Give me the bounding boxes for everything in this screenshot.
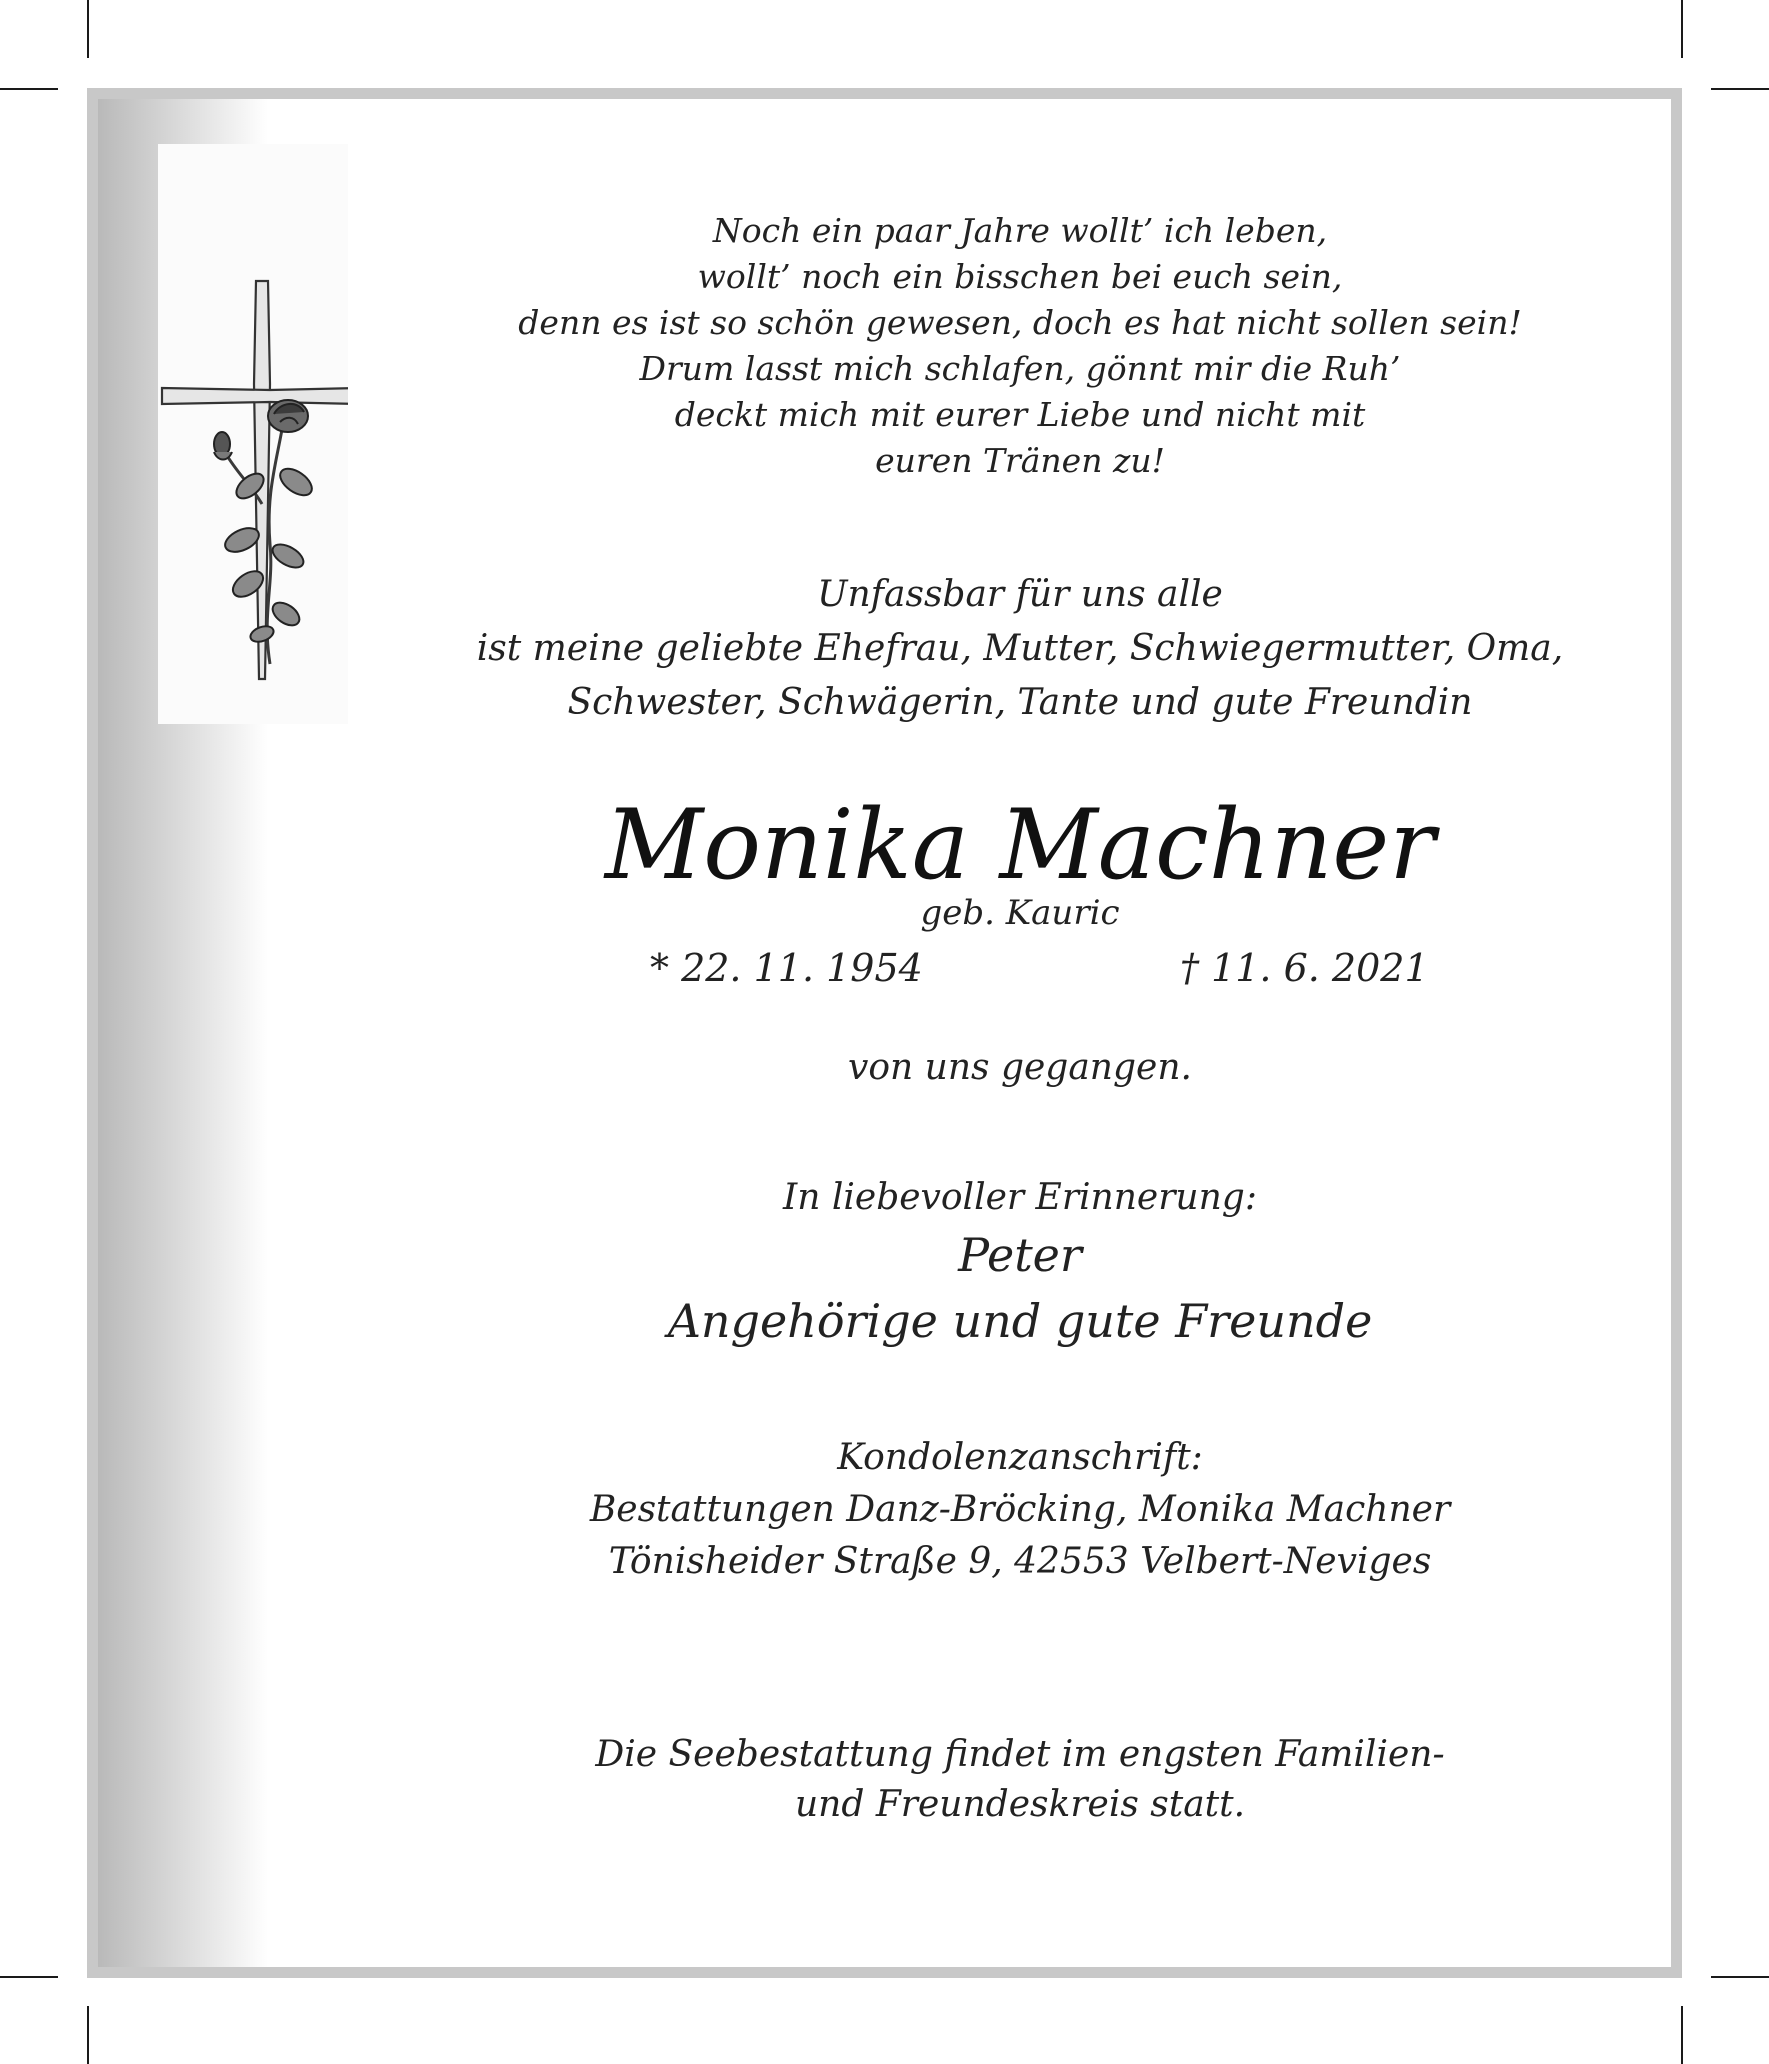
birth-date: * 22. 11. 1954 xyxy=(650,946,923,990)
address-line: Bestattungen Danz-Bröcking, Monika Machner xyxy=(589,1489,1451,1530)
deceased-name: Monika Machner xyxy=(604,789,1436,901)
mourner-line: Angehörige und gute Freunde xyxy=(667,1294,1373,1348)
crop-mark xyxy=(87,0,89,58)
poem-line: wollt’ noch ein bisschen bei euch sein, xyxy=(697,257,1343,296)
poem-line: denn es ist so schön gewesen, doch es hat nicht sollen sein! xyxy=(518,303,1522,342)
crop-mark xyxy=(1681,2006,1683,2064)
crop-mark xyxy=(1711,1976,1769,1978)
crop-mark xyxy=(1711,88,1769,90)
burial-line: Die Seebestattung findet im engsten Familien- xyxy=(595,1734,1445,1775)
condolence-address xyxy=(380,1432,1660,1588)
poem-line: euren Tränen zu! xyxy=(875,441,1165,480)
memory-heading: In liebevoller Erinnerung: xyxy=(783,1177,1257,1218)
poem xyxy=(380,208,1660,484)
mourner-line: Peter xyxy=(958,1228,1082,1282)
address-line: Tönisheider Straße 9, 42553 Velbert-Neviges xyxy=(608,1541,1432,1582)
address-line: Kondolenzanschrift: xyxy=(837,1437,1203,1478)
maiden-name: geb. Kauric xyxy=(920,893,1120,933)
mourners xyxy=(380,1222,1660,1354)
poem-line: Noch ein paar Jahre wollt’ ich leben, xyxy=(712,211,1328,250)
poem-line: Drum lasst mich schlafen, gönnt mir die Ruh’ xyxy=(639,349,1401,388)
intro-line: ist meine geliebte Ehefrau, Mutter, Schwiegermutter, Oma, xyxy=(476,628,1564,669)
burial-note xyxy=(380,1730,1660,1830)
crop-mark xyxy=(0,88,58,90)
intro-line: Schwester, Schwägerin, Tante und gute Freundin xyxy=(567,682,1473,723)
death-date: † 11. 6. 2021 xyxy=(1180,946,1429,990)
intro-line: Unfassbar für uns alle xyxy=(817,574,1223,615)
intro-text xyxy=(380,568,1660,730)
crop-mark xyxy=(87,2006,89,2064)
burial-line: und Freundeskreis statt. xyxy=(794,1784,1246,1825)
crop-mark xyxy=(1681,0,1683,58)
cross-with-rose-icon xyxy=(158,144,348,724)
poem-line: deckt mich mit eurer Liebe und nicht mit xyxy=(674,395,1366,434)
crop-mark xyxy=(0,1976,58,1978)
passed-away-text: von uns gegangen. xyxy=(848,1047,1192,1088)
